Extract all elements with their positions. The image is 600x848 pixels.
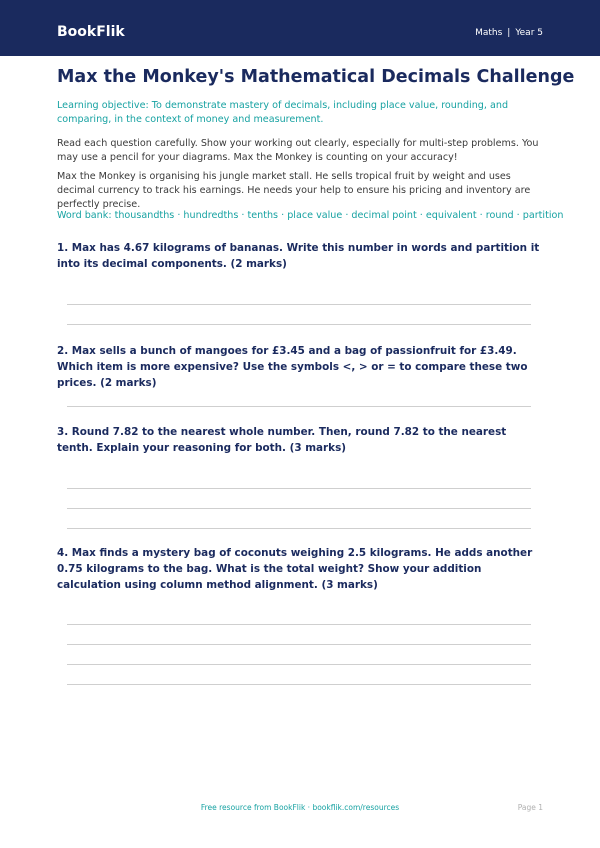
question-3: 3. Round 7.82 to the nearest whole number. Then, round 7.82 to the nearest tenth. Explain your reasoning for both. (3 marks) (57, 426, 507, 454)
learning-objective: Learning objective: To demonstrate mastery of decimals, including place value, rounding, and comparing, in the context of money and measurement. (57, 100, 509, 125)
page-number: Page 1 (517, 803, 543, 812)
question-2: 2. Max sells a bunch of mangoes for £3.45 and a bag of passionfruit for £3.49. Which item is more expensive? Use the symbols <, > or = to compare these two prices. (2 marks) (57, 345, 528, 389)
story-text: Max the Monkey is organising his jungle market stall. He sells tropical fruit by weight and uses decimal currency to track his earnings. He needs your help to ensure his pricing and inventory are perfectly precise. (57, 171, 531, 210)
brand-logo: BookFlik (57, 24, 125, 40)
year-label: Year 5 (515, 28, 543, 38)
answer-line[interactable] (67, 324, 531, 325)
word-bank: Word bank: thousandths · hundredths · tenths · place value · decimal point · equivalent · round · partition (57, 210, 564, 221)
answer-line[interactable] (67, 644, 531, 645)
worksheet-title: Max the Monkey's Mathematical Decimals Challenge (57, 67, 575, 87)
answer-line[interactable] (67, 664, 531, 665)
subject-meta (475, 28, 543, 38)
answer-line[interactable] (67, 406, 531, 407)
meta-separator: | (507, 28, 511, 38)
answer-line[interactable] (67, 528, 531, 529)
instructions-text: Read each question carefully. Show your working out clearly, especially for multi-step problems. You may use a pencil for your diagrams. Max the Monkey is counting on your accuracy! (57, 138, 539, 163)
answer-line[interactable] (67, 624, 531, 625)
answer-line[interactable] (67, 304, 531, 305)
subject-label: Maths (475, 28, 503, 38)
page-header (0, 0, 600, 56)
footer-link[interactable]: Free resource from BookFlik · bookflik.com/resources (200, 803, 400, 812)
answer-line[interactable] (67, 508, 531, 509)
question-4: 4. Max finds a mystery bag of coconuts weighing 2.5 kilograms. He adds another 0.75 kilograms to the bag. What is the total weight? Show your addition calculation using column method alignment. (3 marks) (57, 547, 533, 591)
answer-line[interactable] (67, 684, 531, 685)
question-1: 1. Max has 4.67 kilograms of bananas. Write this number in words and partition it into its decimal components. (2 marks) (57, 242, 540, 270)
answer-line[interactable] (67, 488, 531, 489)
